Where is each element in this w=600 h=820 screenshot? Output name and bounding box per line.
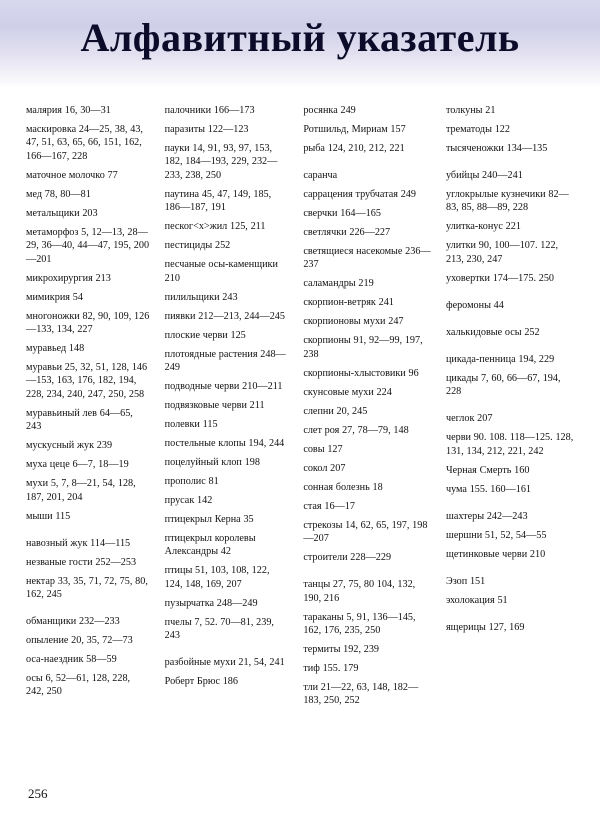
index-entry: щетинковые черви 210 bbox=[445, 548, 546, 560]
index-entry: шахтеры 242—243 bbox=[445, 510, 528, 522]
index-entry: стрекозы 14, 62, 65, 197, 198—207 bbox=[303, 519, 428, 545]
index-entry: тиф 155. 179 bbox=[303, 663, 359, 675]
index-entry: муравьиный лев 64—65, 243 bbox=[26, 407, 133, 433]
index-column-4 bbox=[446, 104, 578, 776]
index-entry: птицекрыл королевы Александры 42 bbox=[164, 533, 256, 558]
index-entry: разбойные мухи 21, 54, 241 bbox=[164, 657, 285, 669]
index-entry: тысяченожки 134—135 bbox=[445, 143, 548, 154]
index-entry: муравьи 25, 32, 51, 128, 146—153, 163, 176, 182, 194, 228, 234, 240, 247, 250, 258 bbox=[26, 362, 148, 400]
index-entry: убийцы 240—241 bbox=[445, 170, 523, 181]
index-entry: цикада-пенница 194, 229 bbox=[445, 353, 555, 365]
index-entry: маточное молочко 77 bbox=[26, 169, 118, 181]
index-column-2 bbox=[165, 104, 289, 776]
index-entry: Эзоп 151 bbox=[445, 575, 486, 587]
index-entry: полевки 115 bbox=[164, 419, 218, 431]
index-entry: плотоядные растения 248—249 bbox=[164, 348, 286, 374]
index-letter-gap bbox=[446, 404, 578, 412]
index-entry: Роберт Брюс 186 bbox=[164, 676, 238, 688]
index-entry: песчаные осы-каменщики 210 bbox=[164, 259, 278, 284]
index-entry: пауки 14, 91, 93, 97, 153, 182, 184—193, 229, 232—233, 238, 250 bbox=[164, 143, 278, 181]
index-entry: тараканы 5, 91, 136—145, 162, 176, 235, 250 bbox=[303, 611, 416, 637]
index-letter-gap bbox=[303, 161, 431, 169]
index-entry: рыба 124, 210, 212, 221 bbox=[303, 143, 405, 154]
index-entry: пиявки 212—213, 244—245 bbox=[164, 310, 285, 322]
index-entry: феромоны 44 bbox=[445, 299, 504, 311]
index-entry: песког<x>жил 125, 211 bbox=[164, 221, 266, 233]
index-entry: халькидовые осы 252 bbox=[445, 326, 540, 338]
index-entry: птицы 51, 103, 108, 122, 124, 148, 169, 207 bbox=[164, 565, 270, 590]
index-entry: пестициды 252 bbox=[164, 240, 231, 252]
index-entry: маскировка 24—25, 38, 43, 47, 51, 63, 65, 66, 151, 162, 166—167, 228 bbox=[26, 124, 143, 162]
index-entry: прусак 142 bbox=[164, 495, 213, 507]
index-entry: мускусный жук 239 bbox=[26, 440, 113, 452]
index-entry: паразиты 122—123 bbox=[164, 124, 249, 135]
index-entry: светлячки 226—227 bbox=[303, 227, 391, 238]
index-entry: навозный жук 114—115 bbox=[26, 537, 131, 549]
index-entry: скорпионовы мухи 247 bbox=[303, 316, 404, 328]
index-letter-gap bbox=[446, 613, 578, 621]
index-entry: микрохирургия 213 bbox=[26, 272, 111, 284]
index-entry: углокрылые кузнечики 82—83, 85, 88—89, 228 bbox=[445, 189, 569, 214]
index-entry: сокол 207 bbox=[303, 462, 346, 474]
page-number: 256 bbox=[28, 786, 48, 801]
index-entry: чеглок 207 bbox=[445, 413, 493, 425]
index-entry: термиты 192, 239 bbox=[303, 644, 380, 656]
index-entry: малярия 16, 30—31 bbox=[26, 105, 111, 116]
index-entry: нектар 33, 35, 71, 72, 75, 80, 162, 245 bbox=[26, 575, 148, 601]
index-entry: пузырчатка 248—249 bbox=[164, 597, 258, 609]
index-letter-gap bbox=[446, 318, 578, 326]
index-entry: пилильщики 243 bbox=[164, 291, 238, 303]
page-title: Алфавитный указатель bbox=[80, 15, 520, 60]
index-letter-gap bbox=[446, 567, 578, 575]
index-entry: пчелы 7, 52. 70—81, 239, 243 bbox=[164, 616, 274, 642]
index-entry: черви 90. 108. 118—125. 128, 131, 134, 212, 221, 242 bbox=[445, 432, 574, 457]
index-entry: Ротшильд, Мириам 157 bbox=[303, 124, 406, 135]
index-entry: опыление 20, 35, 72—73 bbox=[26, 635, 133, 647]
index-entry: саламандры 219 bbox=[303, 278, 374, 290]
index-entry: незваные гости 252—253 bbox=[26, 556, 137, 568]
index-column-1 bbox=[26, 104, 150, 776]
index-entry: обманщики 232—233 bbox=[26, 616, 120, 628]
index-entry: слепни 20, 245 bbox=[303, 405, 368, 417]
index-entry: скорпионы 91, 92—99, 197, 238 bbox=[303, 335, 423, 360]
index-entry: мухи 5, 7, 8—21, 54, 128, 187, 201, 204 bbox=[26, 478, 136, 503]
index-entry: подвязковые черви 211 bbox=[164, 400, 265, 412]
index-entry: саранча bbox=[303, 170, 338, 181]
index-entry: муха цеце 6—7, 18—19 bbox=[26, 459, 129, 471]
index-entry: поцелуйный клоп 198 bbox=[164, 457, 260, 469]
index-entry: саррацения трубчатая 249 bbox=[303, 189, 416, 200]
index-entry: постельные клопы 194, 244 bbox=[164, 438, 285, 450]
index-entry: толкуны 21 bbox=[445, 105, 496, 116]
index-letter-gap bbox=[446, 502, 578, 510]
index-entry: мед 78, 80—81 bbox=[26, 188, 91, 200]
index-entry: светящиеся насекомые 236—237 bbox=[303, 246, 431, 271]
index-letter-gap bbox=[165, 648, 289, 656]
index-entry: осы 6, 52—61, 128, 228, 242, 250 bbox=[26, 673, 131, 698]
index-entry: прополис 81 bbox=[164, 476, 219, 488]
index-entry: чума 155. 160—161 bbox=[445, 483, 532, 495]
index-entry: подводные черви 210—211 bbox=[164, 381, 283, 393]
index-letter-gap bbox=[446, 161, 578, 169]
index-entry: метальщики 203 bbox=[26, 207, 98, 219]
index-letter-gap bbox=[26, 529, 150, 537]
index-column-3 bbox=[303, 104, 431, 776]
index-entry: улитки 90, 100—107. 122, 213, 230, 247 bbox=[445, 240, 559, 265]
index-entry: сверчки 164—165 bbox=[303, 208, 381, 219]
index-entry: скорпион-ветряк 241 bbox=[303, 297, 394, 309]
index-entry: сонная болезнь 18 bbox=[303, 481, 383, 493]
index-entry: слет роя 27, 78—79, 148 bbox=[303, 424, 409, 436]
index-entry: мыши 115 bbox=[26, 510, 71, 522]
index-entry: эхолокация 51 bbox=[445, 594, 508, 606]
index-entry: ящерицы 127, 169 bbox=[445, 621, 525, 633]
index-entry: многоножки 82, 90, 109, 126—133, 134, 227 bbox=[26, 310, 150, 336]
index-entry: муравьед 148 bbox=[26, 343, 85, 355]
index-entry: цикады 7, 60, 66—67, 194, 228 bbox=[445, 372, 561, 398]
index-entry: уховертки 174—175. 250 bbox=[445, 272, 555, 284]
index-entry: палочники 166—173 bbox=[164, 105, 255, 116]
index-entry: росянка 249 bbox=[303, 105, 356, 116]
index-letter-gap bbox=[303, 570, 431, 578]
index-entry: Черная Смерть 160 bbox=[445, 464, 530, 476]
index-entry: стая 16—17 bbox=[303, 500, 355, 512]
index-entry: метаморфоз 5, 12—13, 28—29, 36—40, 44—47, 195, 200—201 bbox=[26, 226, 150, 265]
index-entry: плоские черви 125 bbox=[164, 329, 246, 341]
index-letter-gap bbox=[26, 607, 150, 615]
index-entry: шершни 51, 52, 54—55 bbox=[445, 529, 547, 541]
index-letter-gap bbox=[446, 291, 578, 299]
index-columns bbox=[26, 104, 578, 776]
index-entry: трематоды 122 bbox=[445, 124, 510, 135]
index-entry: тли 21—22, 63, 148, 182—183, 250, 252 bbox=[303, 682, 419, 707]
index-entry: скорпионы-хлыстовики 96 bbox=[303, 367, 419, 379]
index-entry: совы 127 bbox=[303, 443, 343, 455]
index-entry: паутина 45, 47, 149, 185, 186—187, 191 bbox=[164, 188, 272, 214]
index-letter-gap bbox=[446, 345, 578, 353]
index-entry: оса-наездник 58—59 bbox=[26, 654, 117, 666]
index-entry: улитка-конус 221 bbox=[445, 221, 521, 233]
index-entry: мимикрия 54 bbox=[26, 291, 83, 303]
index-entry: птицекрыл Керна 35 bbox=[164, 514, 254, 526]
index-entry: строители 228—229 bbox=[303, 552, 392, 564]
index-entry: скунсовые мухи 224 bbox=[303, 386, 392, 398]
index-entry: танцы 27, 75, 80 104, 132, 190, 216 bbox=[303, 579, 416, 604]
